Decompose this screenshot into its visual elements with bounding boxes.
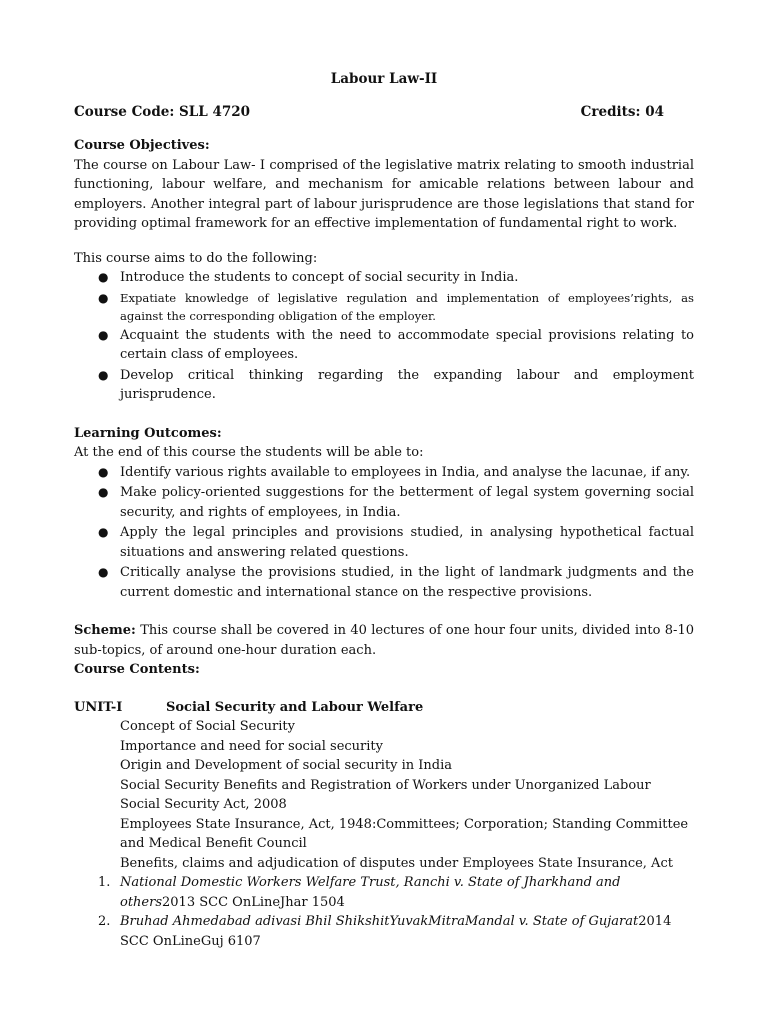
- outcome-text: Critically analyse the provisions studied, in the light of landmark judgments and the current domestic and international stance on the respective provisions.: [120, 565, 694, 600]
- list-item: [74, 563, 694, 602]
- scheme-label: Scheme:: [74, 623, 136, 638]
- aim-text: Introduce the students to concept of social security in India.: [120, 270, 519, 285]
- contents-heading: Course Contents:: [74, 662, 200, 677]
- aim-text: Develop critical thinking regarding the expanding labour and employment jurisprudence.: [120, 367, 694, 402]
- list-item: Social Security Benefits and Registration of Workers under Unorganized Labour Social Security Act, 2008: [120, 777, 651, 812]
- list-item: [74, 483, 694, 522]
- outcomes-heading: Learning Outcomes:: [74, 425, 222, 441]
- bullet-icon: ●: [98, 327, 109, 342]
- objectives-heading: Course Objectives:: [74, 138, 210, 153]
- list-item: [74, 268, 694, 288]
- list-item: Concept of Social Security: [120, 719, 295, 734]
- bullet-icon: ●: [98, 367, 109, 382]
- spacer: [74, 603, 694, 621]
- course-header-line: [74, 103, 664, 123]
- case-name: National Domestic Workers Welfare Trust, Ranchi v. State of Jharkhand and others: [120, 875, 621, 910]
- aim-text: Acquaint the students with the need to accommodate special provisions relating to certain class of employees.: [120, 327, 694, 362]
- case-citation: 2014 SCC OnLineGuj 6107: [120, 914, 672, 949]
- spacer: [74, 406, 694, 424]
- case-citation: 2013 SCC OnLineJhar 1504: [162, 894, 345, 910]
- scheme-paragraph: [74, 621, 694, 660]
- list-item: Importance and need for social security: [120, 738, 383, 754]
- case-number: 2.: [98, 914, 111, 929]
- aim-text: Expatiate knowledge of legislative regulation and implementation of employees’rights, as against the corresponding obligation of the employer.: [120, 290, 694, 323]
- bullet-icon: ●: [98, 565, 109, 579]
- objectives-paragraph: The course on Labour Law- I comprised of the legislative matrix relating to smooth industrial functioning, labour welfare, and mechanism for amicable relations between labour and employers. Another integral part of labour jurisprudence are those legislations that stand for providing optimal framework for an effective implementation of fundamental right to work.: [74, 157, 694, 231]
- unit-topics: [74, 717, 694, 873]
- spacer: [74, 680, 694, 698]
- course-credits: Credits: 04: [580, 104, 664, 120]
- list-item: Benefits, claims and adjudication of disputes under Employees State Insurance, Act: [120, 855, 673, 871]
- document-body: [74, 136, 694, 951]
- bullet-icon: ●: [98, 464, 109, 479]
- outcome-text: Make policy-oriented suggestions for the betterment of legal system governing social security, and rights of employees, in India.: [120, 485, 694, 520]
- list-item: [74, 463, 694, 483]
- case-name: Bruhad Ahmedabad adivasi Bhil ShikshitYuvakMitraMandal v. State of Gujarat: [120, 914, 639, 929]
- outcome-text: Identify various rights available to employees in India, and analyse the lacunae, if any.: [120, 464, 691, 480]
- list-item: [74, 912, 694, 951]
- list-item: [74, 366, 694, 405]
- scheme-text: This course shall be covered in 40 lectures of one hour four units, divided into 8-10 sub-topics, of around one-hour duration each.: [74, 623, 694, 658]
- unit-heading: [74, 698, 694, 718]
- list-item: [74, 289, 694, 325]
- case-list: [74, 873, 694, 951]
- bullet-icon: ●: [98, 270, 109, 284]
- course-code: Course Code: SLL 4720: [74, 104, 251, 120]
- unit-title: Social Security and Labour Welfare: [166, 699, 424, 715]
- bullet-icon: ●: [98, 525, 109, 539]
- list-item: Origin and Development of social security in India: [120, 758, 453, 773]
- list-item: [74, 523, 694, 562]
- outcomes-list: [74, 463, 694, 603]
- bullet-icon: ●: [98, 290, 109, 305]
- list-item: [74, 873, 694, 912]
- document-title: Labour Law-II: [330, 71, 438, 87]
- list-item: Employees State Insurance, Act, 1948:Committees; Corporation; Standing Committee and Medical Benefit Council: [120, 816, 689, 851]
- outcomes-intro: At the end of this course the students will be able to:: [74, 445, 424, 460]
- outcome-text: Apply the legal principles and provisions studied, in analysing hypothetical factual situations and answering related questions.: [120, 525, 694, 560]
- case-number: 1.: [98, 875, 111, 890]
- unit-label: UNIT-I: [74, 699, 123, 715]
- aims-list: [74, 268, 694, 405]
- spacer: [74, 234, 694, 249]
- list-item: [74, 326, 694, 365]
- bullet-icon: ●: [98, 485, 109, 499]
- aims-intro: This course aims to do the following:: [74, 250, 318, 266]
